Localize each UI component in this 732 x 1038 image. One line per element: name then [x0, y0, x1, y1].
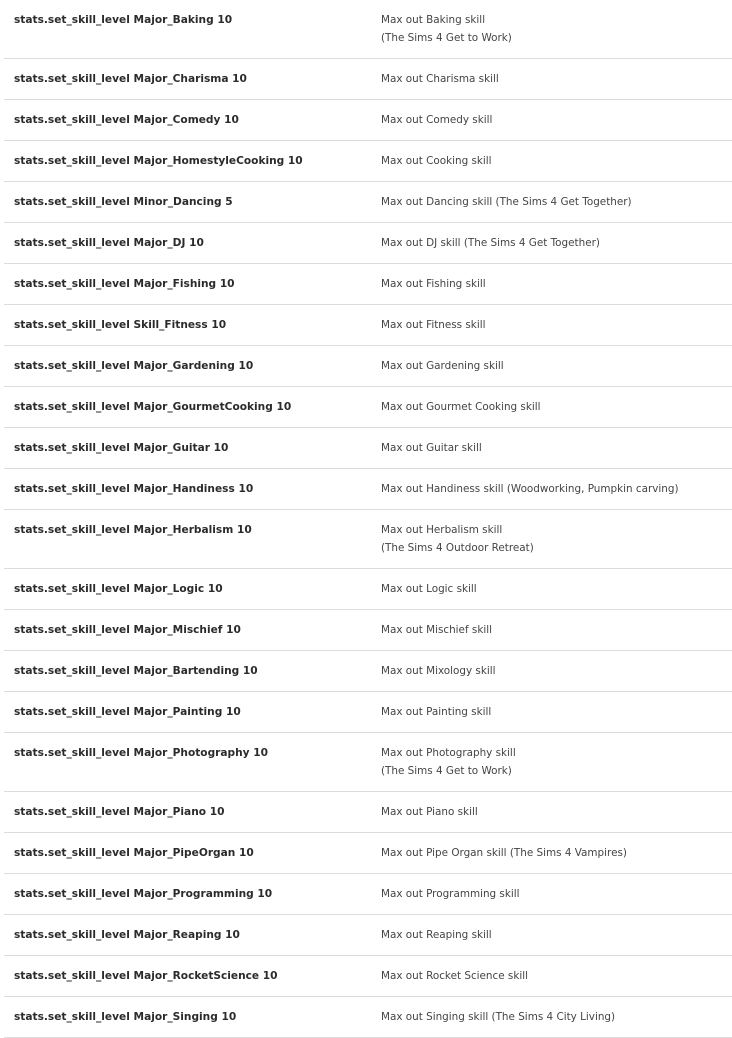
- cheat-description: [371, 510, 732, 569]
- table-row: [4, 469, 732, 510]
- table-row: [4, 569, 732, 610]
- cheat-description-line: Max out Comedy skill: [381, 114, 493, 126]
- table-row: [4, 182, 732, 223]
- cheat-description-line: Max out Herbalism skill: [381, 524, 503, 536]
- cheat-description: [371, 346, 732, 387]
- cheat-description-line: Max out Cooking skill: [381, 155, 492, 167]
- skill-cheats-table-body: [4, 0, 732, 1038]
- table-row: [4, 610, 732, 651]
- table-row: [4, 428, 732, 469]
- cheat-description-line: (The Sims 4 Get to Work): [381, 765, 512, 777]
- cheat-description-line: (The Sims 4 Outdoor Retreat): [381, 542, 534, 554]
- skill-cheats-table: [4, 0, 732, 1038]
- cheat-command: stats.set_skill_level Major_Mischief 10: [4, 610, 371, 651]
- table-row: [4, 651, 732, 692]
- cheat-description: [371, 182, 732, 223]
- cheat-description-line: Max out Photography skill: [381, 747, 516, 759]
- cheat-description: [371, 141, 732, 182]
- cheat-description-line: Max out Mixology skill: [381, 665, 496, 677]
- table-row: [4, 387, 732, 428]
- cheat-description-line: Max out Painting skill: [381, 706, 492, 718]
- cheat-description-line: Max out Fitness skill: [381, 319, 486, 331]
- cheat-description-line: Max out Pipe Organ skill (The Sims 4 Vampires): [381, 847, 627, 859]
- cheat-description-line: Max out Logic skill: [381, 583, 477, 595]
- cheat-command: stats.set_skill_level Major_PipeOrgan 10: [4, 833, 371, 874]
- cheat-command: stats.set_skill_level Major_Herbalism 10: [4, 510, 371, 569]
- table-row: [4, 792, 732, 833]
- cheat-command: stats.set_skill_level Major_Logic 10: [4, 569, 371, 610]
- table-row: [4, 915, 732, 956]
- cheat-command: stats.set_skill_level Major_Guitar 10: [4, 428, 371, 469]
- cheat-description: [371, 733, 732, 792]
- cheat-description: [371, 833, 732, 874]
- table-row: [4, 956, 732, 997]
- cheat-description-line: Max out Gourmet Cooking skill: [381, 401, 541, 413]
- table-row: [4, 346, 732, 387]
- cheat-description: [371, 610, 732, 651]
- cheat-command: stats.set_skill_level Major_DJ 10: [4, 223, 371, 264]
- cheat-description: [371, 428, 732, 469]
- cheat-description: [371, 264, 732, 305]
- cheat-description: [371, 387, 732, 428]
- cheat-description: [371, 956, 732, 997]
- cheat-description-line: Max out Piano skill: [381, 806, 478, 818]
- cheat-command: stats.set_skill_level Major_GourmetCooking 10: [4, 387, 371, 428]
- cheat-description-line: Max out Handiness skill (Woodworking, Pumpkin carving): [381, 483, 679, 495]
- table-row: [4, 997, 732, 1038]
- table-row: [4, 59, 732, 100]
- cheat-command: stats.set_skill_level Major_Piano 10: [4, 792, 371, 833]
- cheat-command: stats.set_skill_level Major_Comedy 10: [4, 100, 371, 141]
- table-row: [4, 833, 732, 874]
- table-row: [4, 264, 732, 305]
- cheat-description: [371, 692, 732, 733]
- cheat-description-line: Max out DJ skill (The Sims 4 Get Together): [381, 237, 600, 249]
- cheat-description-line: Max out Charisma skill: [381, 73, 499, 85]
- cheat-description-line: Max out Baking skill: [381, 14, 486, 26]
- cheat-command: stats.set_skill_level Major_Programming 10: [4, 874, 371, 915]
- cheat-description-line: Max out Mischief skill: [381, 624, 492, 636]
- cheat-description: [371, 469, 732, 510]
- cheat-description: [371, 223, 732, 264]
- cheat-description-line: Max out Gardening skill: [381, 360, 504, 372]
- cheat-description-line: Max out Programming skill: [381, 888, 520, 900]
- cheat-command: stats.set_skill_level Minor_Dancing 5: [4, 182, 371, 223]
- cheat-command: stats.set_skill_level Major_Singing 10: [4, 997, 371, 1038]
- cheat-command: stats.set_skill_level Major_Gardening 10: [4, 346, 371, 387]
- cheat-description: [371, 915, 732, 956]
- cheat-description: [371, 569, 732, 610]
- cheat-description: [371, 651, 732, 692]
- cheat-command: stats.set_skill_level Major_Fishing 10: [4, 264, 371, 305]
- cheat-description: [371, 0, 732, 59]
- cheat-description: [371, 305, 732, 346]
- cheat-command: stats.set_skill_level Major_Charisma 10: [4, 59, 371, 100]
- cheat-description: [371, 874, 732, 915]
- table-row: [4, 692, 732, 733]
- cheat-command: stats.set_skill_level Major_Photography 10: [4, 733, 371, 792]
- table-row: [4, 733, 732, 792]
- cheat-command: stats.set_skill_level Major_RocketScience 10: [4, 956, 371, 997]
- cheat-description-line: Max out Rocket Science skill: [381, 970, 529, 982]
- table-row: [4, 141, 732, 182]
- cheat-description: [371, 59, 732, 100]
- cheat-command: stats.set_skill_level Major_Bartending 10: [4, 651, 371, 692]
- cheat-command: stats.set_skill_level Major_Handiness 10: [4, 469, 371, 510]
- cheat-description-line: Max out Guitar skill: [381, 442, 482, 454]
- table-row: [4, 874, 732, 915]
- cheat-description-line: Max out Reaping skill: [381, 929, 492, 941]
- cheat-description: [371, 997, 732, 1038]
- cheat-description-line: Max out Fishing skill: [381, 278, 486, 290]
- cheat-description-line: (The Sims 4 Get to Work): [381, 32, 512, 44]
- cheat-command: stats.set_skill_level Major_HomestyleCooking 10: [4, 141, 371, 182]
- cheat-command: stats.set_skill_level Major_Baking 10: [4, 0, 371, 59]
- cheat-description: [371, 792, 732, 833]
- table-row: [4, 510, 732, 569]
- cheat-command: stats.set_skill_level Skill_Fitness 10: [4, 305, 371, 346]
- cheat-description: [371, 100, 732, 141]
- table-row: [4, 100, 732, 141]
- cheat-description-line: Max out Dancing skill (The Sims 4 Get Together): [381, 196, 632, 208]
- table-row: [4, 305, 732, 346]
- table-row: [4, 0, 732, 59]
- cheat-command: stats.set_skill_level Major_Reaping 10: [4, 915, 371, 956]
- table-row: [4, 223, 732, 264]
- cheat-description-line: Max out Singing skill (The Sims 4 City Living): [381, 1011, 616, 1023]
- cheat-command: stats.set_skill_level Major_Painting 10: [4, 692, 371, 733]
